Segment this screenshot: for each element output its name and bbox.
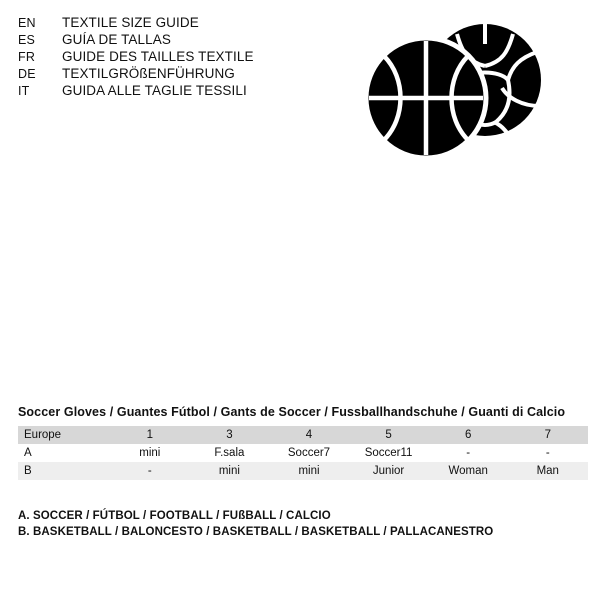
legend	[18, 508, 578, 540]
table-cell-a-4: Soccer7	[287, 447, 331, 459]
table-row-label-a: A	[24, 447, 32, 459]
language-row-it	[18, 82, 348, 99]
language-text-de: TEXTILGRÖßENFÜHRUNG	[62, 66, 235, 81]
table-header-cell-europe: Europe	[24, 429, 62, 441]
table-cell-b-7: Man	[536, 465, 559, 477]
language-text-it: GUIDA ALLE TAGLIE TESSILI	[62, 83, 247, 98]
balls-illustration-svg	[358, 22, 558, 162]
size-table-section	[18, 405, 582, 480]
basketball-icon	[366, 38, 486, 158]
language-text-es: GUÍA DE TALLAS	[62, 32, 171, 47]
table-header-cell-3: 3	[226, 429, 233, 441]
size-table-title: Soccer Gloves / Guantes Fútbol / Gants de Soccer / Fussballhandschuhe / Guanti di Calcio	[18, 405, 566, 419]
table-row-label-b: B	[24, 465, 32, 477]
table-cell-b-4: mini	[298, 465, 320, 477]
language-code-es: ES	[18, 33, 36, 47]
language-row-en	[18, 14, 348, 31]
language-list	[18, 14, 348, 99]
legend-line-b: B. BASKETBALL / BALONCESTO / BASKETBALL / BASKETBALL / PALLACANESTRO	[18, 526, 494, 538]
balls-illustration	[358, 22, 558, 162]
language-code-en: EN	[18, 16, 36, 30]
language-row-de	[18, 65, 348, 82]
table-header-cell-5: 5	[385, 429, 392, 441]
table-cell-a-7: -	[545, 447, 550, 459]
table-cell-a-1: mini	[139, 447, 161, 459]
table-cell-b-3: mini	[218, 465, 240, 477]
legend-line-a: A. SOCCER / FÚTBOL / FOOTBALL / FUßBALL / CALCIO	[18, 510, 331, 522]
language-code-de: DE	[18, 67, 36, 81]
language-row-es	[18, 31, 348, 48]
table-cell-b-1: -	[147, 465, 152, 477]
table-cell-b-5: Junior	[372, 465, 405, 477]
table-header-cell-7: 7	[544, 429, 551, 441]
table-header-cell-4: 4	[305, 429, 313, 441]
table-cell-b-6: Woman	[448, 465, 488, 477]
table-row	[18, 444, 588, 462]
language-text-en: TEXTILE SIZE GUIDE	[62, 15, 199, 30]
language-row-fr	[18, 48, 348, 65]
table-row	[18, 462, 588, 480]
table-cell-a-6: -	[466, 447, 471, 459]
table-header-row	[18, 426, 588, 444]
language-text-fr: GUIDE DES TAILLES TEXTILE	[62, 49, 254, 64]
language-code-fr: FR	[18, 50, 36, 64]
table-cell-a-3: F.sala	[214, 447, 245, 459]
table-header-cell-1: 1	[146, 429, 153, 441]
table-cell-a-5: Soccer11	[364, 447, 413, 459]
size-table	[18, 426, 588, 480]
table-header-cell-6: 6	[464, 429, 472, 441]
language-code-it: IT	[18, 84, 30, 98]
